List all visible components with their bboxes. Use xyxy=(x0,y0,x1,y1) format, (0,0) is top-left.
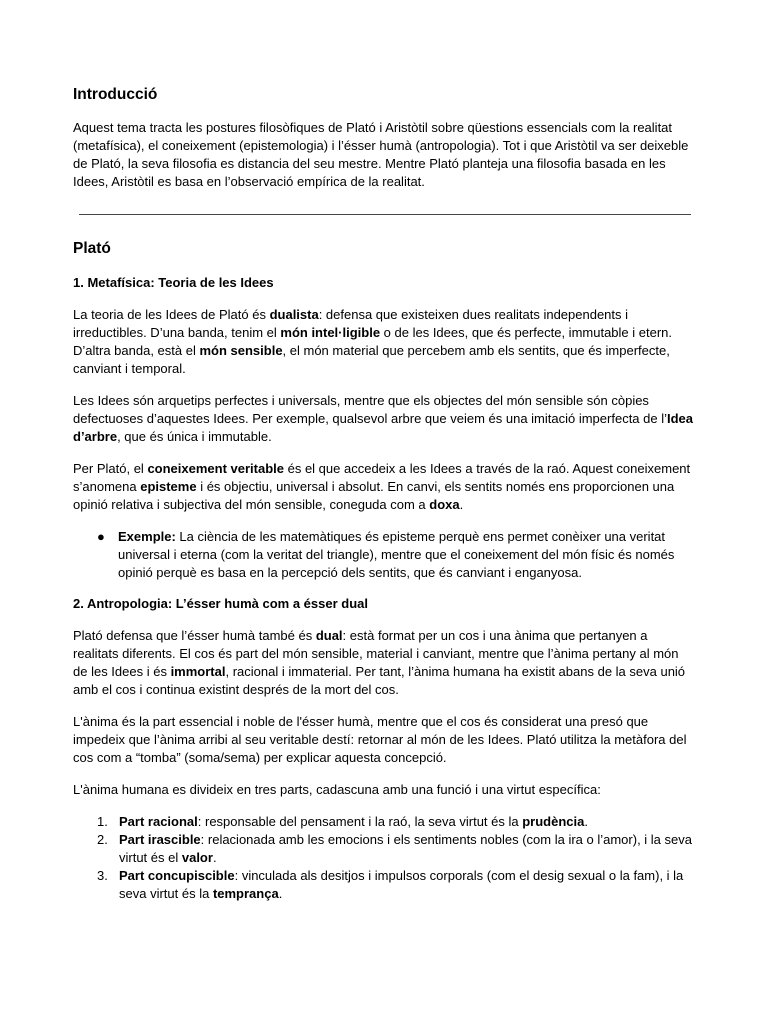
text-run: : defensa que existeixen dues realitats independents i irreductibles. D’una banda, tenim el xyxy=(73,307,629,340)
horizontal-divider xyxy=(79,214,691,215)
bold-term-part-racional: Part racional xyxy=(119,814,198,829)
bold-term-doxa: doxa xyxy=(429,497,460,512)
intro-paragraph: Aquest tema tracta les postures filosòfiques de Plató i Aristòtil sobre qüestions essencials com la realitat (metafísica), el coneixement (epistemologia) i l’ésser humà (antropologia). Tot i que Aristòtil va ser deixeble de Plató, la seva filosofia es distancia del seu mestre. Mentre Plató planteja una filosofia basada en les Idees, Aristòtil es basa en l’observació empírica de la realitat. xyxy=(73,120,689,189)
bold-term-episteme: episteme xyxy=(140,479,197,494)
list-item xyxy=(73,831,695,867)
intro-title: Introducció xyxy=(73,86,158,103)
bold-term-part-concupiscible: Part concupiscible xyxy=(119,868,235,883)
list-item xyxy=(73,867,695,903)
bold-term-exemple: Exemple: xyxy=(118,529,176,544)
text-run: Plató defensa que l’ésser humà també és xyxy=(73,628,316,643)
text-run: . xyxy=(278,886,283,901)
bullet-list xyxy=(73,528,695,582)
text-run: : està format per un cos i una ànima que pertanyen a realitats diferents. El cos és part del món sensible, material i canviant, mentre que l’ànima pertany al món de les Idees i és xyxy=(73,628,679,679)
paragraph-anima-noble: L'ànima és la part essencial i noble de l'ésser humà, mentre que el cos és considerat una presó que impedeix que l’ànima arribi al seu veritable destí: retornar al món de les Idees. Plató utilitza la metàfora del cos com a “tomba” (soma/sema) per explicar aquesta concepció. xyxy=(73,714,687,765)
document-page xyxy=(73,84,695,903)
section-heading-metafisica: 1. Metafísica: Teoria de les Idees xyxy=(73,275,274,290)
text-run: La teoria de les Idees de Plató és xyxy=(73,307,270,322)
paragraph-coneixement xyxy=(73,460,695,514)
section-heading-antropologia: 2. Antropologia: L’ésser humà com a ésser dual xyxy=(73,596,368,611)
text-run: . xyxy=(459,497,464,512)
text-run: és el que accedeix a les Idees a través de la raó. Aquest coneixement s’anomena xyxy=(73,461,691,494)
text-run: o de les Idees, que és perfecte, immutable i etern. D’altra banda, està el xyxy=(73,325,673,358)
text-run: Les Idees són arquetips perfectes i universals, mentre que els objectes del món sensible són còpies defectuoses d’aquestes Idees. Per exemple, qualsevol arbre que veiem és una imitació imperfecta de l’ xyxy=(73,393,667,426)
text-run: . xyxy=(584,814,588,829)
text-run: , que és única i immutable. xyxy=(117,429,272,444)
text-run: . xyxy=(212,850,217,865)
bold-term-immortal: immortal xyxy=(170,664,226,679)
list-item xyxy=(73,813,695,831)
paragraph-arquetips xyxy=(73,392,695,446)
bold-term-mon-sensible: món sensible xyxy=(199,343,283,358)
text-run: i és objectiu, universal i absolut. En canvi, els sentits només ens proporcionen una opinió relativa i subjectiva del món sensible, coneguda com a xyxy=(73,479,675,512)
bold-term-valor: valor xyxy=(181,850,213,865)
numbered-list xyxy=(73,813,695,903)
bold-term-temprança: temprança xyxy=(212,886,279,901)
list-number: 2. xyxy=(97,832,108,847)
paragraph-tres-parts: L'ànima humana es divideix en tres parts, cadascuna amb una funció i una virtut específica: xyxy=(73,782,601,797)
list-number: 3. xyxy=(97,868,108,883)
bold-term-idea-arbre: Idea d’arbre xyxy=(73,411,694,444)
bold-term-dual: dual xyxy=(315,628,343,643)
bullet-marker: ● xyxy=(97,529,105,544)
bold-term-dualista: dualista xyxy=(269,307,319,322)
plato-title: Plató xyxy=(73,240,111,257)
list-item xyxy=(73,528,695,582)
list-number: 1. xyxy=(97,814,108,829)
paragraph-esser-dual xyxy=(73,627,695,699)
text-run: : responsable del pensament i la raó, la seva virtut és la xyxy=(197,814,523,829)
bold-term-prudencia: prudència xyxy=(522,814,585,829)
text-run: , el món material que percebem amb els sentits, que és imperfecte, canviant i temporal. xyxy=(73,343,670,376)
text-run: : relacionada amb les emocions i els sentiments nobles (com la ira o l’amor), i la seva virtut és el xyxy=(119,832,692,865)
text-run: La ciència de les matemàtiques és episteme perquè ens permet conèixer una veritat universal i eterna (com la veritat del triangle), mentre que el coneixement del món físic és només opinió perquè es basa en la percepció dels sentits, que és canviant i enganyosa. xyxy=(118,529,675,580)
text-run: : vinculada als desitjos i impulsos corporals (com el desig sexual o la fam), i la seva virtut és la xyxy=(119,868,684,901)
paragraph-idees-dualista xyxy=(73,306,695,378)
text-run: , racional i immaterial. Per tant, l’ànima humana ha existit abans de la seva unió amb el cos i continua existint després de la mort del cos. xyxy=(73,664,686,697)
bold-term-part-irascible: Part irascible xyxy=(119,832,201,847)
text-run: Per Plató, el xyxy=(73,461,148,476)
bold-term-coneixement-veritable: coneixement veritable xyxy=(147,461,284,476)
bold-term-mon-intelligible: món intel·ligible xyxy=(280,325,381,340)
